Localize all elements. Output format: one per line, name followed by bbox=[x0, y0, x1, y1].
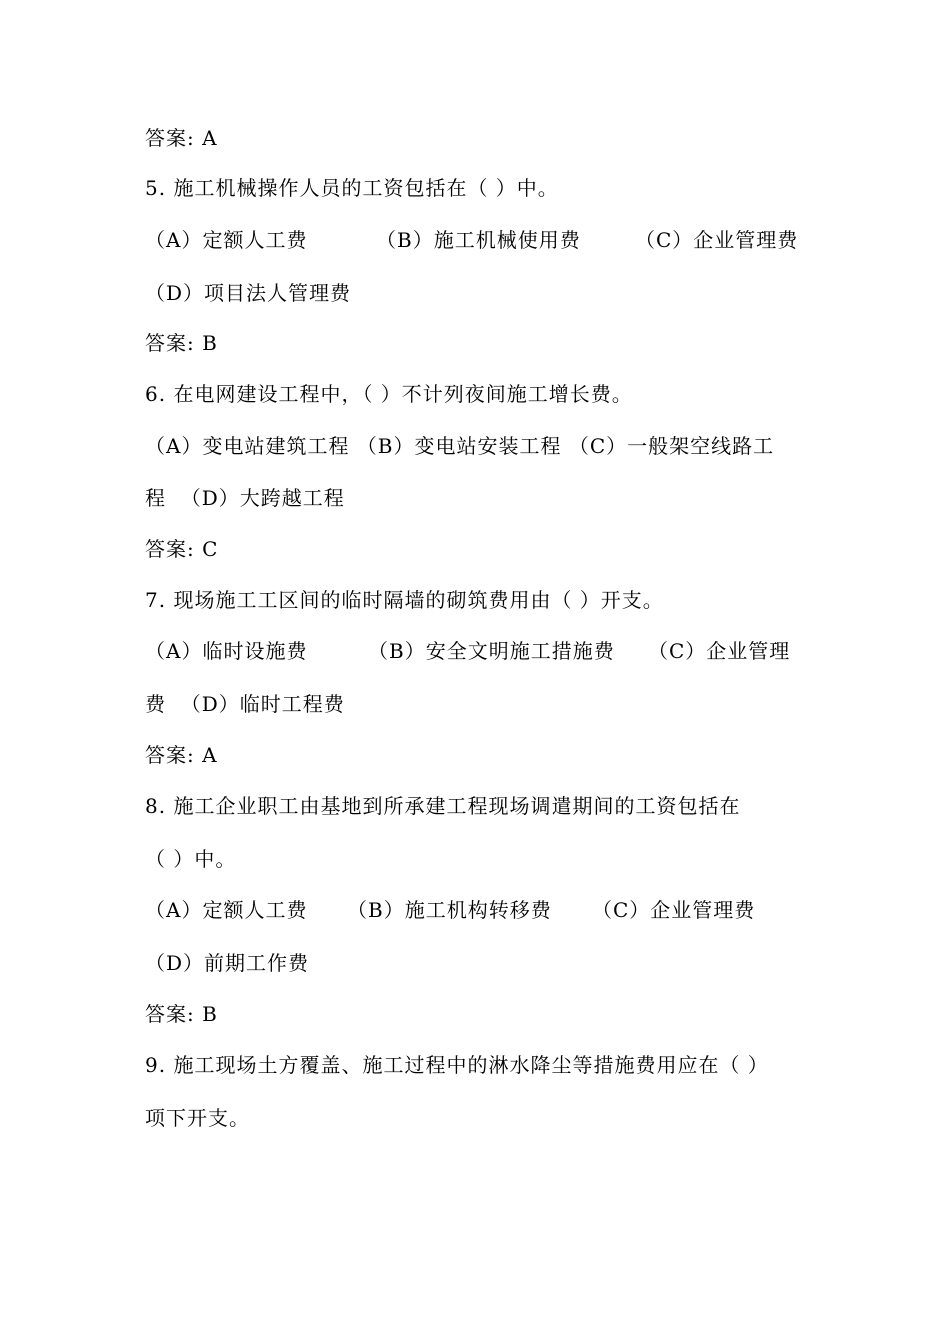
question-9: 9. 施工现场土方覆盖、施工过程中的淋水降尘等措施费用应在（ ） bbox=[145, 1053, 769, 1077]
question-6: 6. 在电网建设工程中，（ ）不计列夜间施工增长费。 bbox=[145, 382, 633, 406]
answer-line: 答案: A bbox=[145, 126, 218, 150]
q7-option-b: （B）安全文明施工措施费 bbox=[368, 639, 615, 663]
q8-option-b: （B）施工机构转移费 bbox=[347, 898, 552, 922]
q6-option-d: 程 （D）大跨越工程 bbox=[145, 486, 345, 510]
question-8: 8. 施工企业职工由基地到所承建工程现场调遣期间的工资包括在 bbox=[145, 794, 741, 818]
question-8-cont: （ ）中。 bbox=[145, 847, 237, 871]
q5-option-d: （D）项目法人管理费 bbox=[145, 281, 352, 305]
q8-option-c: （C）企业管理费 bbox=[592, 898, 756, 922]
q5-option-a: （A）定额人工费 bbox=[145, 228, 308, 252]
q7-option-a: （A）临时设施费 bbox=[145, 639, 308, 663]
q7-option-c: （C）企业管理 bbox=[648, 639, 791, 663]
answer-8: 答案: B bbox=[145, 1002, 218, 1026]
question-5: 5. 施工机械操作人员的工资包括在（ ）中。 bbox=[145, 176, 559, 200]
answer-5: 答案: B bbox=[145, 331, 218, 355]
q6-options-abc: （A）变电站建筑工程 （B）变电站安装工程 （C）一般架空线路工 bbox=[145, 434, 775, 458]
answer-6: 答案: C bbox=[145, 537, 219, 561]
q7-option-d: 费 （D）临时工程费 bbox=[145, 692, 345, 716]
question-7: 7. 现场施工工区间的临时隔墙的砌筑费用由（ ）开支。 bbox=[145, 588, 664, 612]
answer-7: 答案: A bbox=[145, 743, 218, 767]
q8-option-a: （A）定额人工费 bbox=[145, 898, 308, 922]
question-9-cont: 项下开支。 bbox=[145, 1106, 250, 1130]
q8-option-d: （D）前期工作费 bbox=[145, 951, 310, 975]
q5-option-b: （B）施工机械使用费 bbox=[376, 228, 581, 252]
q5-option-c: （C）企业管理费 bbox=[635, 228, 799, 252]
